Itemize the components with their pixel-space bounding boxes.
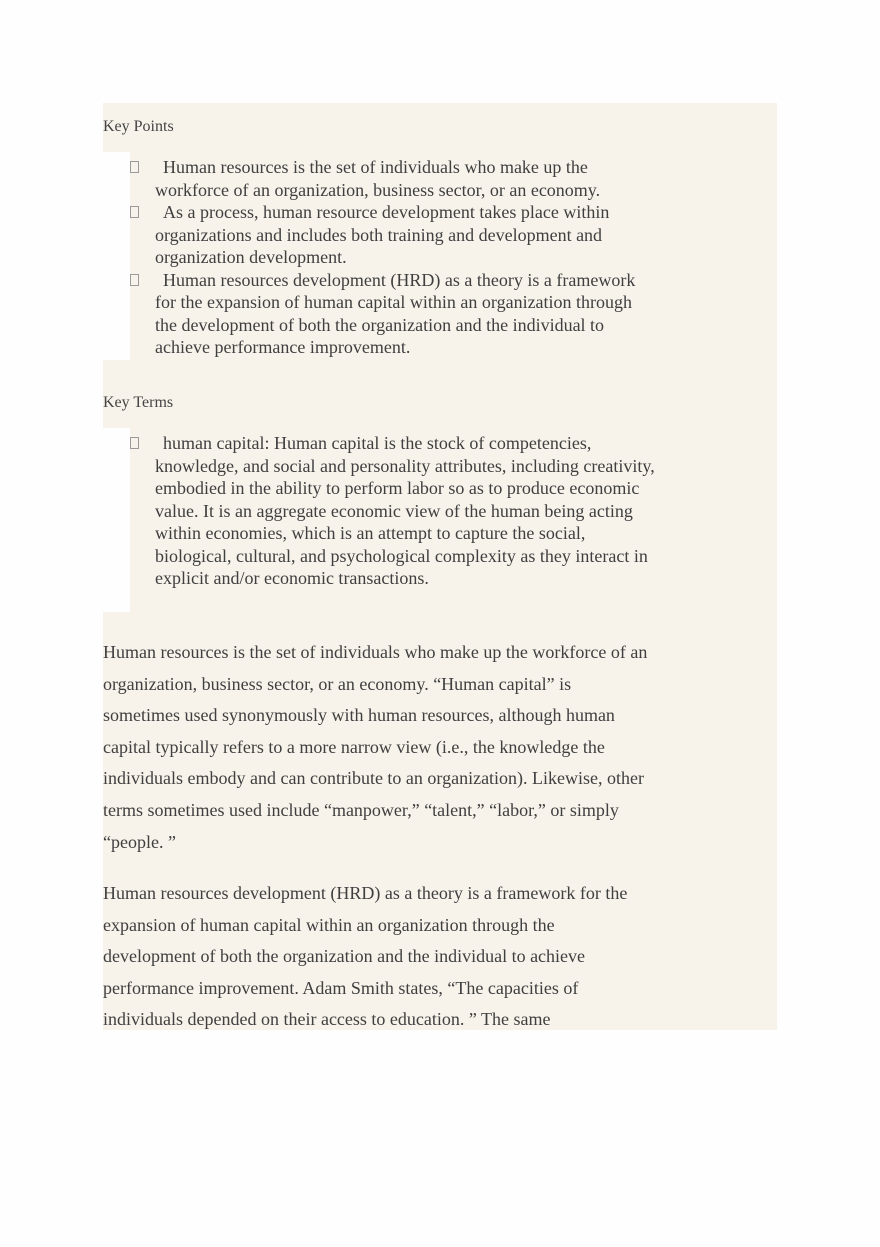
bullet-box-icon xyxy=(130,274,139,286)
list-item xyxy=(128,156,658,201)
list-item xyxy=(128,432,658,590)
list-item xyxy=(128,269,658,359)
bullet-box-icon xyxy=(130,437,139,449)
key-points-heading: Key Points xyxy=(103,118,174,135)
bullet-gutter-terms xyxy=(103,428,130,612)
key-points-list xyxy=(128,156,658,359)
key-terms-list xyxy=(128,432,658,590)
bullet-gutter-points xyxy=(103,152,130,360)
body-paragraph-1: Human resources is the set of individuals who make up the workforce of an organization, business sector, or an economy. “Human capital” is sometimes used synonymously with human resources, although human capital typically refers to a more narrow view (i.e., the knowledge the individuals embody and can contribute to an organization). Likewise, other terms sometimes used include “manpower,” “talent,” “labor,” or simply “people. ” xyxy=(103,642,648,852)
body-paragraph-2: Human resources development (HRD) as a theory is a framework for the expansion of human capital within an organization through the development of both the organization and the individual to achieve performance improvement. Adam Smith states, “The capacities of individuals depended on their access to education. ” The same xyxy=(103,883,628,1030)
list-item xyxy=(128,201,658,269)
list-item-text: Human resources development (HRD) as a theory is a framework for the expansion of human capital within an organization through the development of both the organization and the individual to achieve performance improvement. xyxy=(155,269,636,357)
list-item-text: human capital: Human capital is the stock of competencies, knowledge, and social and personality attributes, including creativity, embodied in the ability to perform labor so as to produce economic value. It is an aggregate economic view of the human being acting within economies, which is an attempt to capture the social, biological, cultural, and psychological complexity as they interact in explicit and/or economic transactions. xyxy=(155,433,655,588)
bullet-box-icon xyxy=(130,161,139,173)
list-item-text: As a process, human resource development takes place within organizations and includes both training and development and organization development. xyxy=(155,202,610,267)
bullet-box-icon xyxy=(130,206,139,218)
list-item-text: Human resources is the set of individuals who make up the workforce of an organization, business sector, or an economy. xyxy=(155,157,601,200)
key-terms-heading: Key Terms xyxy=(103,394,174,411)
